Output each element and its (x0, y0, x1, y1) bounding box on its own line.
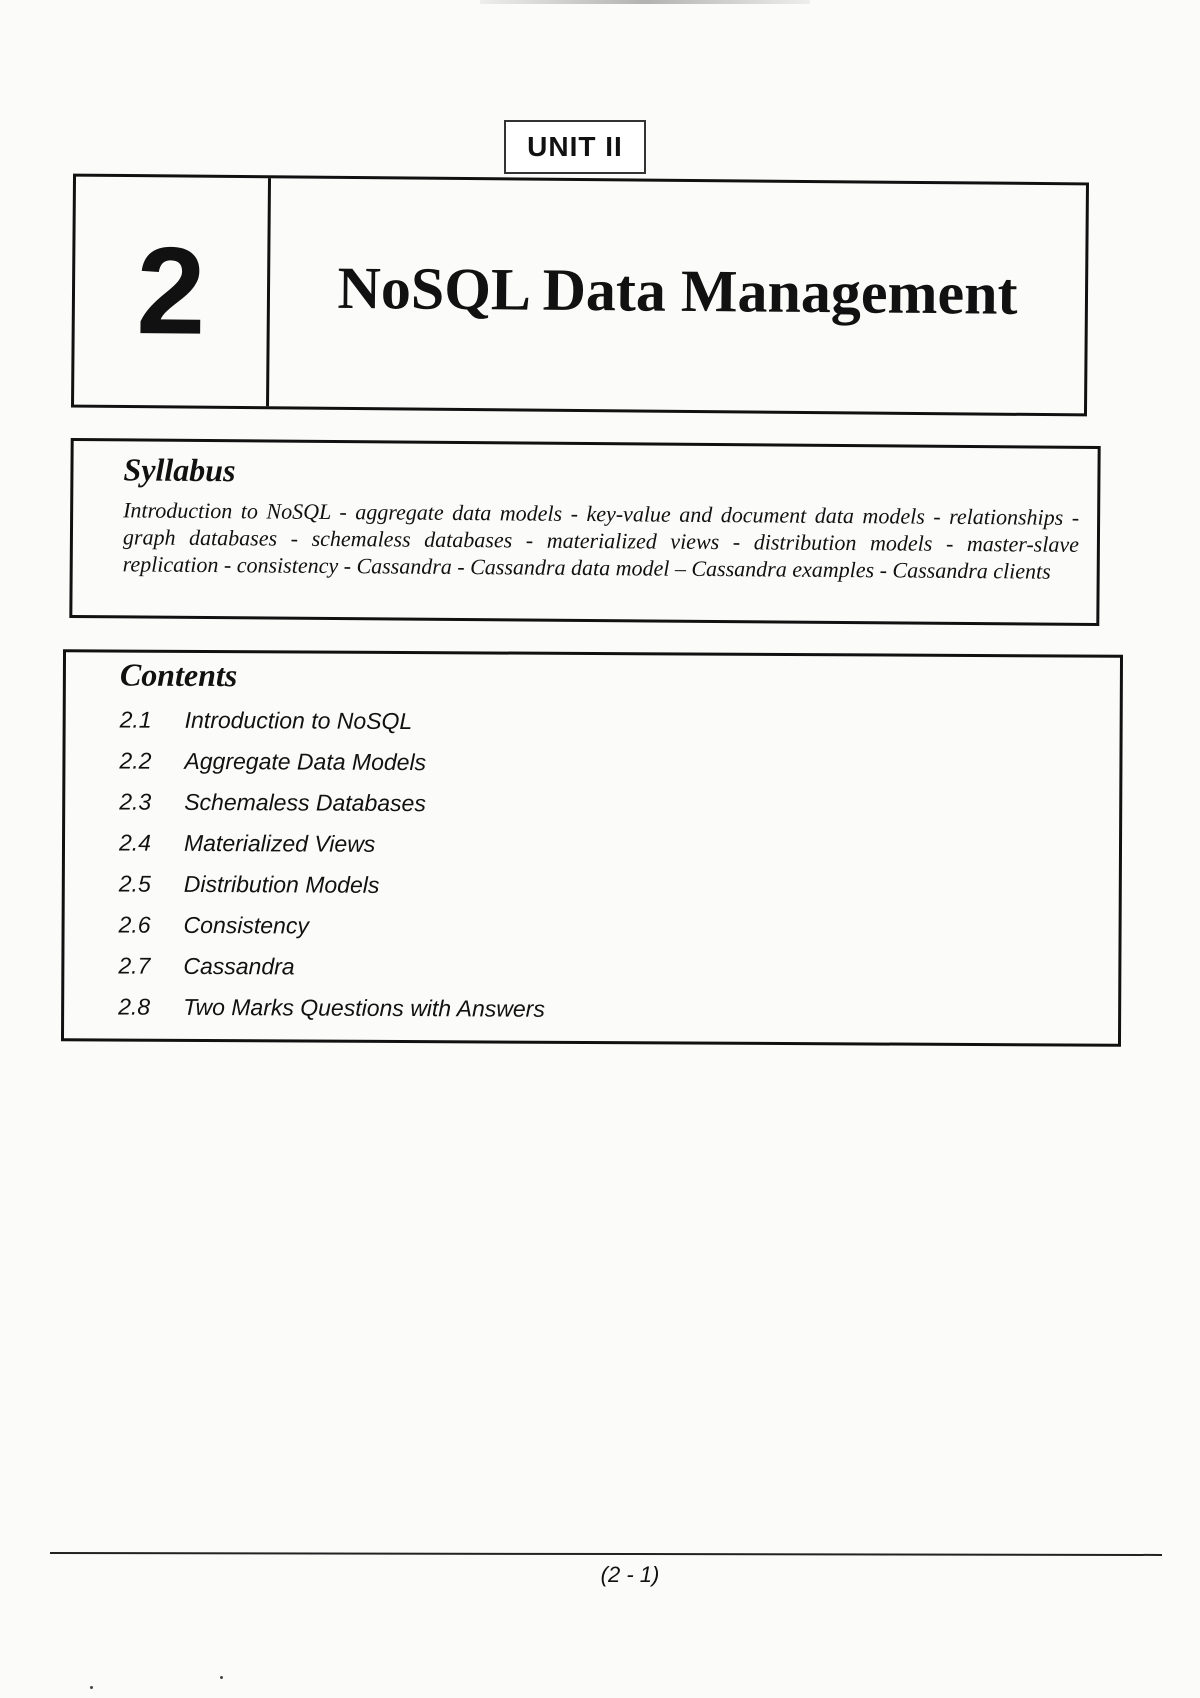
chapter-number: 2 (74, 177, 271, 407)
syllabus-box (69, 438, 1100, 626)
contents-item-number: 2.4 (118, 829, 152, 856)
contents-item-title: Introduction to NoSQL (184, 706, 413, 735)
syllabus-text: Introduction to NoSQL - aggregate data models - key-value and document data models - relationships - graph databases - schemaless databases - materialized views - distribution models - master-slave replication - consistency - Cassandra - Cassandra data model – Cassandra examples - Cassandra clients (122, 497, 1080, 584)
contents-item-title: Consistency (183, 911, 309, 939)
contents-item-number: 2.3 (119, 788, 152, 815)
contents-item-title: Two Marks Questions with Answers (183, 993, 545, 1022)
scan-speck (90, 1686, 93, 1689)
contents-item (119, 782, 1119, 828)
contents-list (118, 700, 1120, 1033)
chapter-title: NoSQL Data Management (337, 254, 1018, 327)
contents-item (119, 823, 1119, 869)
contents-item-title: Materialized Views (183, 829, 376, 857)
contents-item (119, 864, 1119, 910)
contents-item-title: Schemaless Databases (184, 788, 426, 817)
contents-item (120, 700, 1120, 746)
unit-label: UNIT II (504, 120, 646, 174)
contents-item-title: Distribution Models (183, 870, 380, 898)
contents-item-title: Cassandra (183, 952, 295, 980)
contents-item-title: Aggregate Data Models (184, 747, 427, 776)
contents-item-number: 2.2 (119, 747, 152, 774)
contents-heading: Contents (119, 656, 238, 694)
contents-item (118, 987, 1118, 1033)
contents-item-number: 2.8 (118, 993, 151, 1020)
contents-item (118, 905, 1118, 951)
page-number: (2 - 1) (600, 1562, 660, 1587)
contents-box (61, 649, 1123, 1047)
contents-item-number: 2.5 (118, 870, 151, 897)
chapter-header-box (71, 174, 1089, 417)
syllabus-heading: Syllabus (123, 451, 236, 489)
contents-item-number: 2.7 (118, 952, 151, 979)
footer-divider (50, 1552, 1162, 1556)
contents-item (119, 741, 1119, 787)
contents-item-number: 2.1 (119, 706, 152, 733)
contents-item (118, 946, 1118, 992)
scan-speck (220, 1676, 223, 1679)
scan-edge-smudge (480, 0, 810, 4)
contents-item-number: 2.6 (118, 911, 151, 938)
